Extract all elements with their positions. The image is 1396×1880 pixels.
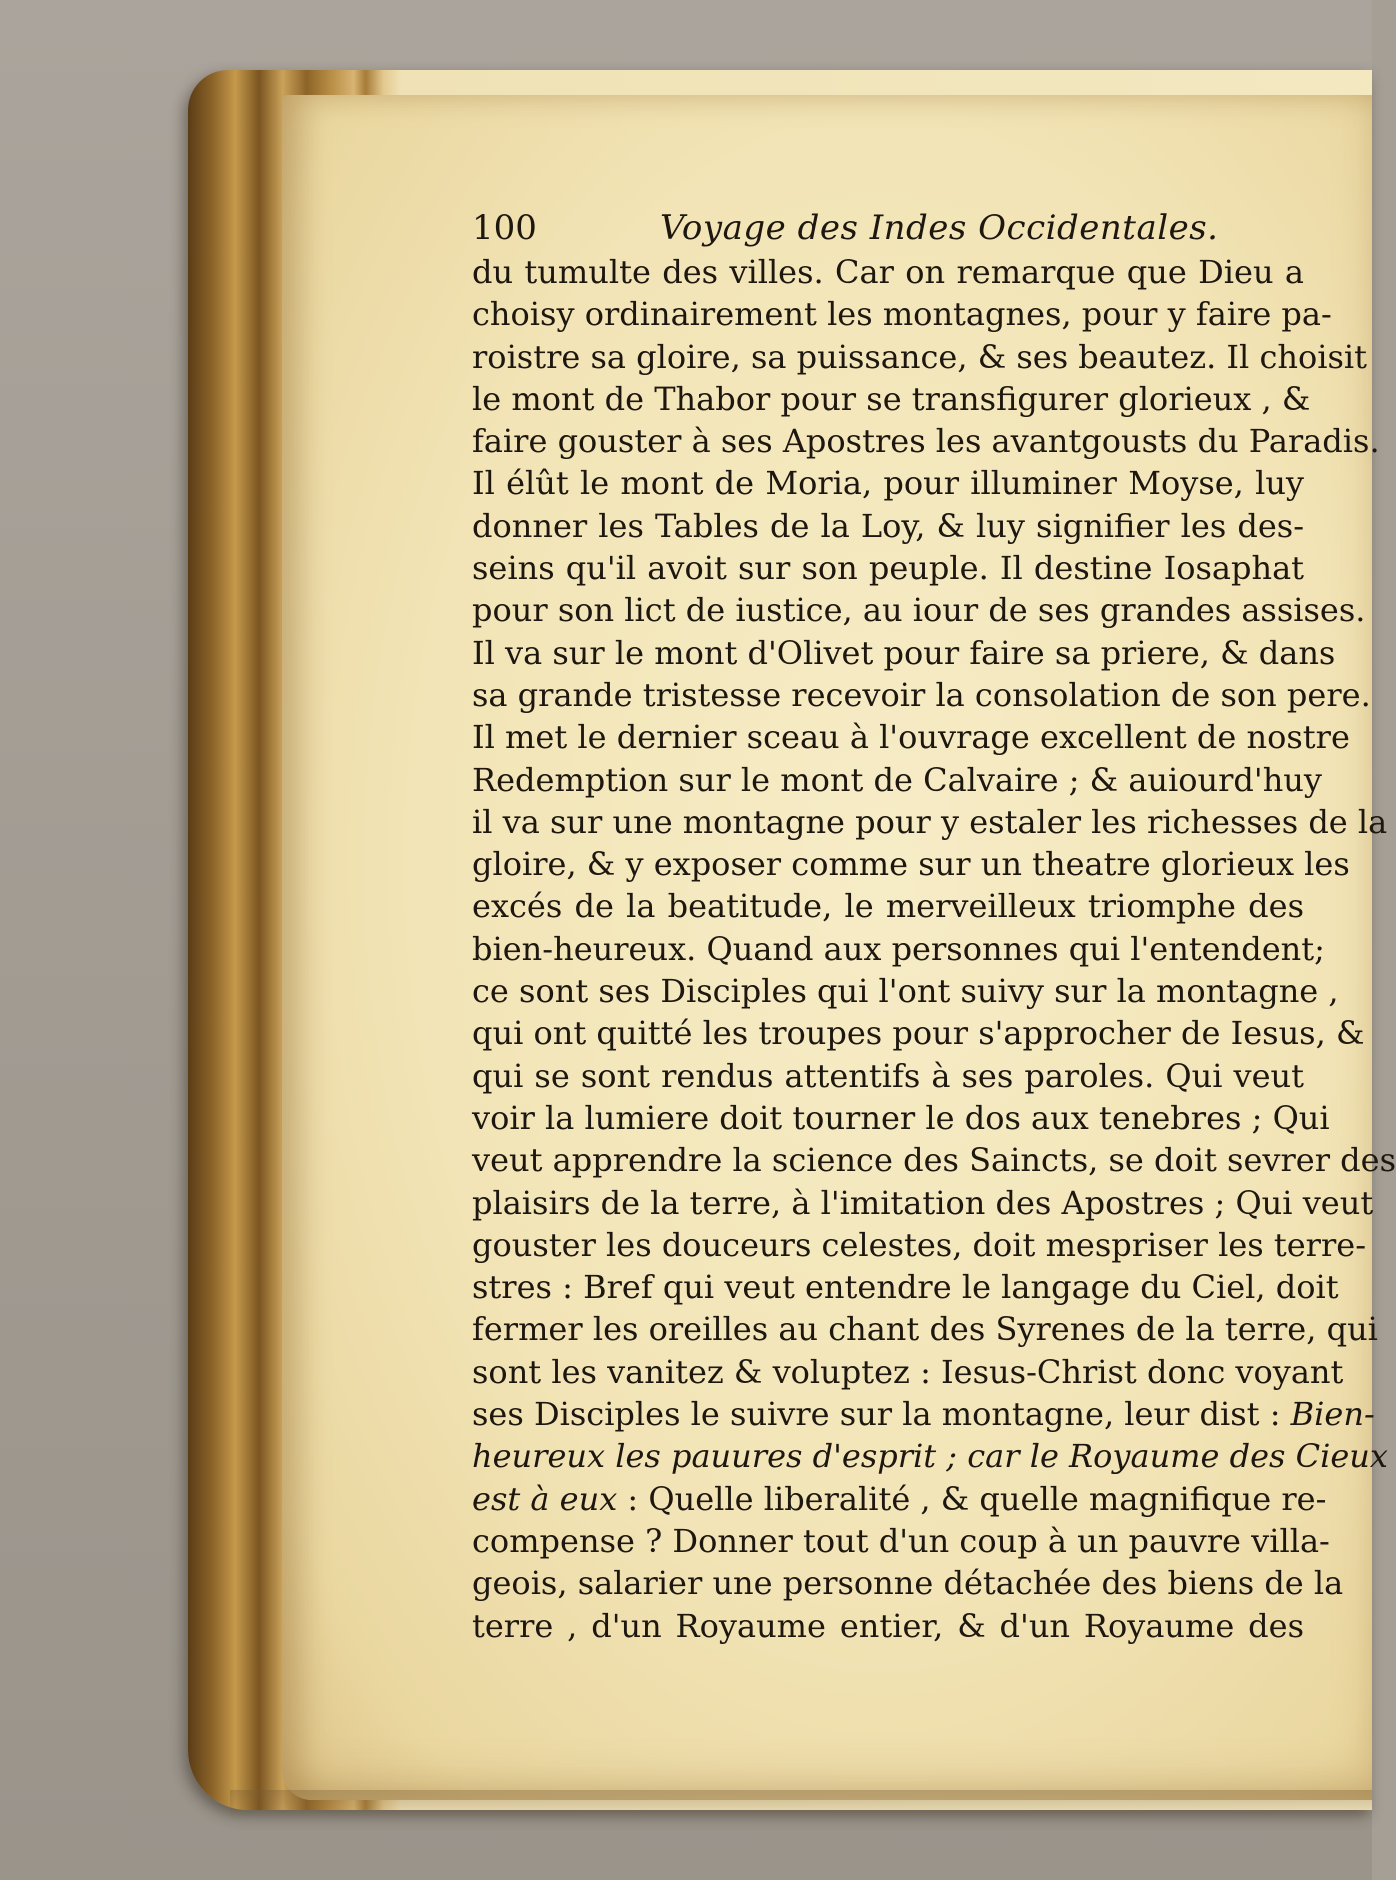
text-segment: seins qu'il avoit sur son peuple. Il destine Iosaphat <box>472 549 1304 588</box>
text-line <box>472 1139 1396 1181</box>
text-segment: gloire, & y exposer comme sur un theatre glorieux les <box>472 845 1350 884</box>
text-line <box>472 1224 1367 1266</box>
text-segment: ses Disciples le suivre sur la montagne, leur dist : <box>472 1395 1291 1434</box>
text-segment: donner les Tables de la Loy, & luy signifier les des- <box>472 506 1304 545</box>
text-segment: qui ont quitté les troupes pour s'approcher de Iesus, & <box>472 1014 1365 1053</box>
text-line <box>472 759 1322 801</box>
running-title: Voyage des Indes Occidentales. <box>660 208 1219 248</box>
text-line <box>472 1182 1374 1224</box>
italic-segment: Bien- <box>1290 1395 1375 1434</box>
text-line <box>472 462 1304 504</box>
text-segment: Il élût le mont de Moria, pour illuminer Moyse, luy <box>472 464 1304 503</box>
text-segment: terre , d'un Royaume entier, & d'un Royaume des <box>472 1606 1304 1645</box>
text-line <box>472 251 1304 293</box>
text-line <box>472 505 1304 547</box>
text-line <box>472 1605 1304 1647</box>
text-segment: veut apprendre la science des Saincts, se doit sevrer des <box>472 1141 1396 1180</box>
text-line <box>472 674 1371 716</box>
text-segment: choisy ordinairement les montagnes, pour y faire pa- <box>472 295 1332 334</box>
text-line <box>472 1266 1339 1308</box>
text-line <box>472 1351 1344 1393</box>
body-text <box>472 251 1396 1647</box>
text-line <box>472 716 1350 758</box>
text-line <box>472 589 1366 631</box>
text-line <box>472 547 1304 589</box>
text-segment: roistre sa gloire, sa puissance, & ses beautez. Il choisit <box>472 337 1367 376</box>
text-segment: : Quelle liberalité , & quelle magnifique re- <box>617 1479 1327 1518</box>
text-segment: fermer les oreilles au chant des Syrenes de la terre, qui <box>472 1310 1378 1349</box>
text-line <box>472 293 1332 335</box>
text-segment: Il met le dernier sceau à l'ouvrage excellent de nostre <box>472 718 1350 757</box>
text-line <box>472 420 1380 462</box>
text-line <box>472 1478 1327 1520</box>
text-segment: plaisirs de la terre, à l'imitation des Apostres ; Qui veut <box>472 1183 1374 1222</box>
text-line <box>472 336 1367 378</box>
text-line <box>472 1055 1304 1097</box>
text-segment: stres : Bref qui veut entendre le langage du Ciel, doit <box>472 1268 1339 1307</box>
text-segment: qui se sont rendus attentifs à ses paroles. Qui veut <box>472 1056 1304 1095</box>
running-head <box>472 205 1304 251</box>
text-segment: ce sont ses Disciples qui l'ont suivy sur la montagne , <box>472 972 1339 1011</box>
italic-segment: heureux les pauures d'esprit ; car le Royaume des Cieux <box>472 1437 1388 1476</box>
text-segment: Il va sur le mont d'Olivet pour faire sa priere, & dans <box>472 633 1336 672</box>
text-line <box>472 1435 1388 1477</box>
text-segment: sa grande tristesse recevoir la consolation de son pere. <box>472 675 1371 714</box>
text-line <box>472 970 1339 1012</box>
text-segment: Redemption sur le mont de Calvaire ; & auiourd'huy <box>472 760 1322 799</box>
text-segment: bien-heureux. Quand aux personnes qui l'entendent; <box>472 929 1325 968</box>
text-segment: excés de la beatitude, le merveilleux triomphe des <box>472 887 1304 926</box>
text-segment: voir la lumiere doit tourner le dos aux tenebres ; Qui <box>472 1098 1330 1137</box>
text-line <box>472 1520 1330 1562</box>
text-line <box>472 378 1311 420</box>
text-line <box>472 885 1304 927</box>
page-shadow <box>230 1790 1372 1820</box>
text-line <box>472 1562 1344 1604</box>
text-segment: le mont de Thabor pour se transfigurer glorieux , & <box>472 379 1311 418</box>
text-line <box>472 843 1350 885</box>
text-segment: du tumulte des villes. Car on remarque que Dieu a <box>472 253 1304 291</box>
text-segment: pour son lict de iustice, au iour de ses grandes assises. <box>472 591 1366 630</box>
page-text <box>472 205 1396 1647</box>
text-segment: compense ? Donner tout d'un coup à un pauvre villa- <box>472 1521 1330 1560</box>
text-line <box>472 928 1325 970</box>
text-line <box>472 1393 1375 1435</box>
italic-segment: est à eux <box>472 1479 618 1518</box>
page-number: 100 <box>472 208 537 248</box>
text-line <box>472 801 1388 843</box>
text-segment: gouster les douceurs celestes, doit mespriser les terre- <box>472 1225 1367 1264</box>
text-segment: il va sur une montagne pour y estaler les richesses de la <box>472 802 1388 841</box>
text-line <box>472 1308 1378 1350</box>
text-segment: sont les vanitez & voluptez : Iesus-Christ donc voyant <box>472 1352 1344 1391</box>
text-line <box>472 1012 1365 1054</box>
text-line <box>472 1097 1330 1139</box>
text-segment: geois, salarier une personne détachée des biens de la <box>472 1564 1344 1603</box>
text-segment: faire gouster à ses Apostres les avantgousts du Paradis. <box>472 422 1380 461</box>
text-line <box>472 632 1336 674</box>
